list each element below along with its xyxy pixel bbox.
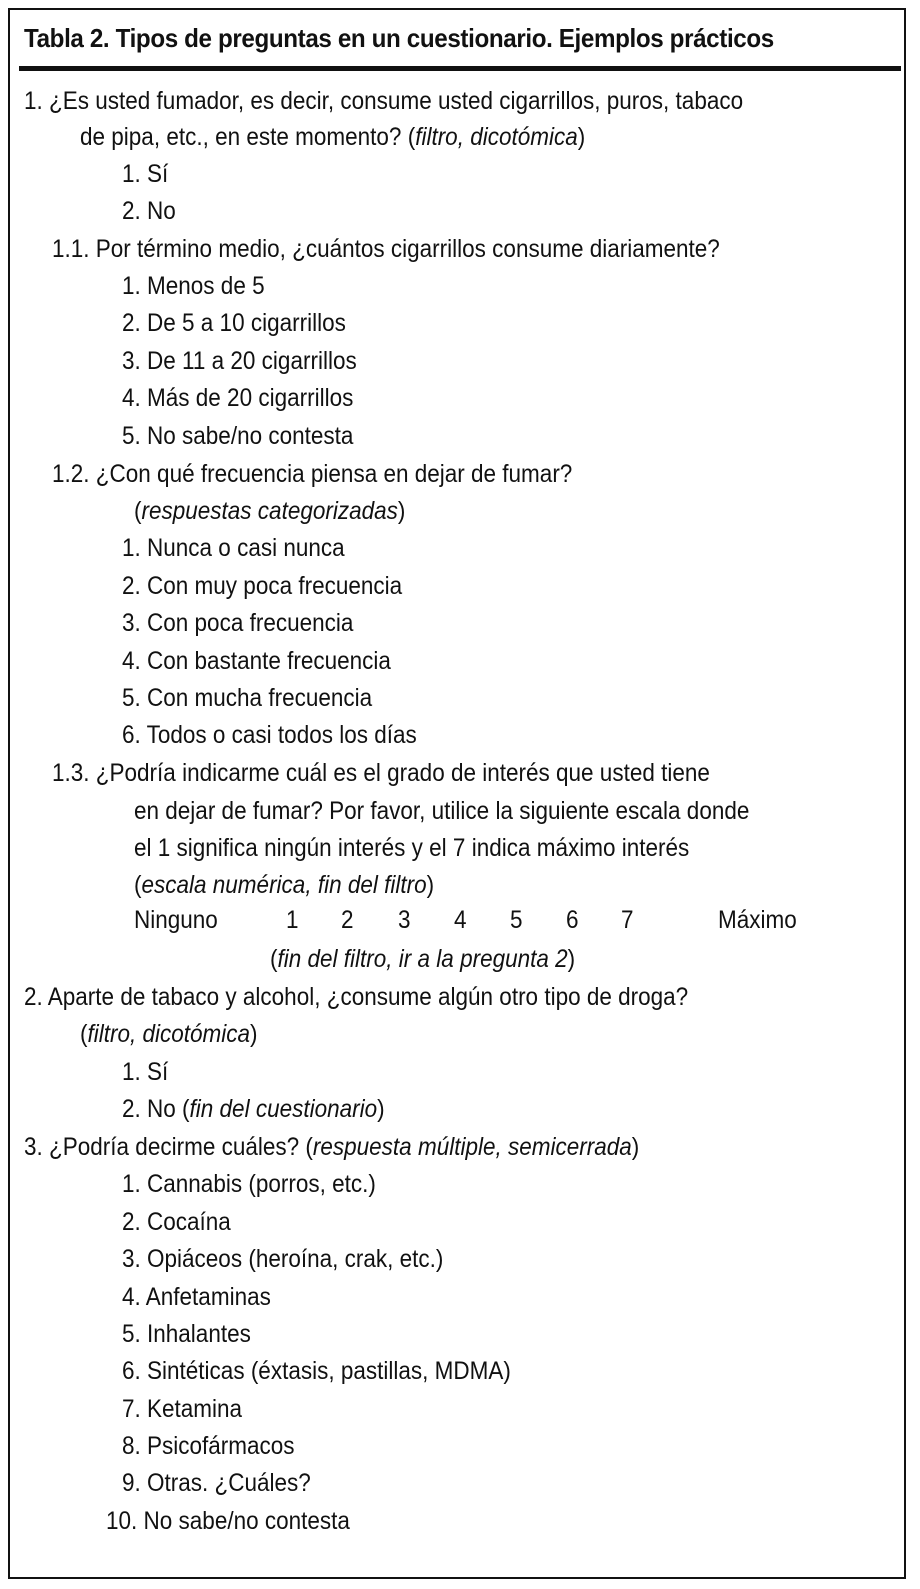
question-1-1-option: 3. De 11 a 20 cigarrillos — [122, 347, 357, 375]
question-2-option: 2. No (fin del cuestionario) — [122, 1095, 385, 1123]
question-1-3-line-2: en dejar de fumar? Por favor, utilice la siguiente escala donde — [134, 797, 750, 825]
question-1-note: filtro, dicotómica — [415, 123, 578, 151]
question-1-2-option: 2. Con muy poca frecuencia — [122, 572, 403, 600]
question-1-3-after-note: fin del filtro, ir a la pregunta 2 — [277, 945, 568, 973]
question-1-2-note-line: (respuestas categorizadas) — [134, 497, 406, 525]
question-1-2-note: respuestas categorizadas — [141, 497, 398, 525]
question-1-1-option: 1. Menos de 5 — [122, 272, 265, 300]
question-2-option-note: fin del cuestionario — [189, 1095, 378, 1123]
question-1-3-after-note-line: (fin del filtro, ir a la pregunta 2) — [270, 945, 576, 973]
scale-value: 1 — [286, 906, 299, 934]
question-1-3-note: escala numérica, fin del filtro — [141, 871, 427, 899]
scale-value: 3 — [398, 906, 411, 934]
scale-max-label: Máximo — [718, 906, 797, 934]
question-1-option: 1. Sí — [122, 160, 169, 188]
question-1-2-option: 4. Con bastante frecuencia — [122, 647, 391, 675]
question-3-text: 3. ¿Podría decirme cuáles? (respuesta múltiple, semicerrada) — [24, 1133, 640, 1161]
question-1-1-text: 1.1. Por término medio, ¿cuántos cigarrillos consume diariamente? — [52, 235, 720, 263]
question-1-option: 2. No — [122, 197, 176, 225]
question-2-text: 2. Aparte de tabaco y alcohol, ¿consume algún otro tipo de droga? — [24, 983, 689, 1011]
question-3-note: respuesta múltiple, semicerrada — [312, 1133, 632, 1161]
question-1-1-option: 5. No sabe/no contesta — [122, 422, 354, 450]
question-1-3-line-1: 1.3. ¿Podría indicarme cuál es el grado de interés que usted tiene — [52, 759, 710, 787]
question-2-note: filtro, dicotómica — [87, 1020, 251, 1048]
question-2-note-line: (filtro, dicotómica) — [80, 1020, 258, 1048]
question-1-line-1: 1. ¿Es usted fumador, es decir, consume usted cigarrillos, puros, tabaco — [24, 87, 744, 115]
question-1-2-text: 1.2. ¿Con qué frecuencia piensa en dejar de fumar? — [52, 460, 573, 488]
question-2-option: 1. Sí — [122, 1058, 169, 1086]
question-1-3-line-3: el 1 significa ningún interés y el 7 indica máximo interés — [134, 834, 690, 862]
question-1-2-option: 5. Con mucha frecuencia — [122, 684, 373, 712]
scale-value: 7 — [621, 906, 634, 934]
question-3-option: 1. Cannabis (porros, etc.) — [122, 1170, 376, 1198]
question-1-3-note-line: (escala numérica, fin del filtro) — [134, 871, 435, 899]
scale-min-label: Ninguno — [134, 906, 218, 934]
question-1-1-option: 2. De 5 a 10 cigarrillos — [122, 309, 346, 337]
question-1-2-option: 3. Con poca frecuencia — [122, 609, 354, 637]
question-3-option: 7. Ketamina — [122, 1395, 243, 1423]
question-3-option: 5. Inhalantes — [122, 1320, 251, 1348]
title-divider — [19, 66, 901, 71]
question-3-option: 10. No sabe/no contesta — [106, 1507, 350, 1535]
question-3-option: 2. Cocaína — [122, 1208, 231, 1236]
scale-value: 4 — [454, 906, 467, 934]
question-3-option: 4. Anfetaminas — [122, 1283, 271, 1311]
question-3-option: 6. Sintéticas (éxtasis, pastillas, MDMA) — [122, 1357, 511, 1385]
scale-value: 5 — [510, 906, 523, 934]
question-1-1-option: 4. Más de 20 cigarrillos — [122, 384, 354, 412]
question-1-2-option: 1. Nunca o casi nunca — [122, 534, 345, 562]
question-3-option: 3. Opiáceos (heroína, crak, etc.) — [122, 1245, 444, 1273]
question-1-line-2: de pipa, etc., en este momento? (filtro, dicotómica) — [80, 123, 586, 151]
scale-value: 2 — [341, 906, 354, 934]
question-3-option: 9. Otras. ¿Cuáles? — [122, 1469, 311, 1497]
question-1-2-option: 6. Todos o casi todos los días — [122, 721, 417, 749]
scale-value: 6 — [566, 906, 579, 934]
question-3-option: 8. Psicofármacos — [122, 1432, 295, 1460]
table-title: Tabla 2. Tipos de preguntas en un cuestionario. Ejemplos prácticos — [24, 23, 774, 53]
